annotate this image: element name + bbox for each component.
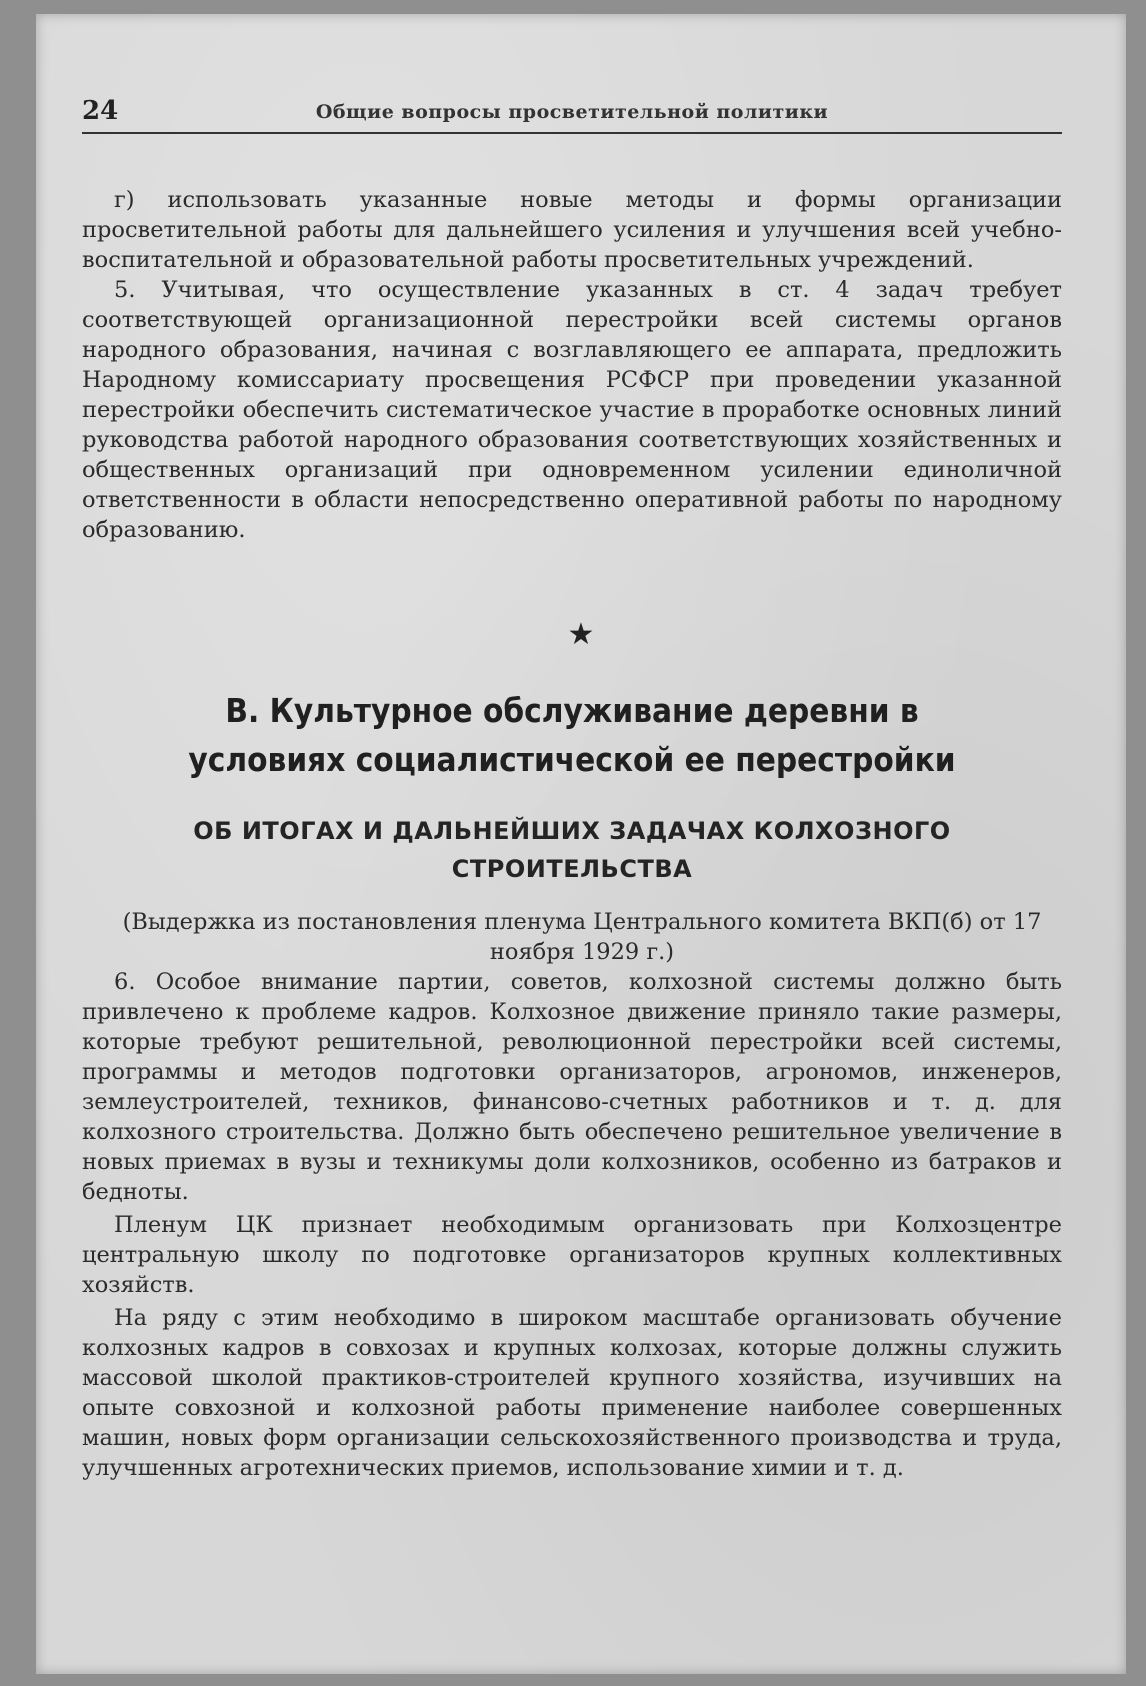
star-separator-icon: ★ — [567, 617, 595, 652]
running-title: Общие вопросы просветительной политики — [315, 101, 829, 123]
paragraph-plenum: Пленум ЦК признает необходимым организовать при Колхозцентре центральную школу по подготовке организаторов крупных коллективных хозяйств. — [82, 1212, 1062, 1298]
running-head — [82, 92, 1062, 134]
article-text-block — [82, 967, 1062, 1483]
top-text-block — [82, 185, 1062, 545]
section-heading: В. Культурное обслуживание деревни в условиях социалистической ее перестройки — [188, 691, 956, 779]
paragraph-g: г) использовать указанные новые методы и формы организации просветительной работы для дальнейшего усиления и улучшения всей учебно-воспитательной и образовательной работы просветительных учреждений. — [82, 187, 1062, 273]
article-subtitle: (Выдержка из постановления пленума Центрального комитета ВКП(б) от 17 ноября 1929 г.) — [122, 909, 1042, 965]
paragraph-training: На ряду с этим необходимо в широком масштабе организовать обучение колхозных кадров в совхозах и крупных колхозах, которые должны служить массовой школой практиков-строителей крупного хозяйства, изучивших на опыте совхозной и колхозной работы применение наиболее совершенных машин, новых форм организации сельскохозяйственного производства и труда, улучшенных агротехнических приемов, использование химии и т. д. — [82, 1305, 1062, 1481]
paragraph-5: 5. Учитывая, что осуществление указанных в ст. 4 задач требует соответствующей организационной перестройки всей системы органов народного образования, начиная с возглавляющего ее аппарата, предложить Народному комиссариату просвещения РСФСР при проведении указанной перестройки обеспечить систематическое участие в проработке основных линий руководства работой народного образования соответствующих хозяйственных и общественных организаций при одновременном усилении единоличной ответственности в области непосредственно оперативной работы по народному образованию. — [82, 277, 1062, 543]
page-number: 24 — [82, 96, 119, 126]
book-page — [36, 14, 1126, 1674]
article-title: ОБ ИТОГАХ И ДАЛЬНЕЙШИХ ЗАДАЧАХ КОЛХОЗНОГО СТРОИТЕЛЬСТВА — [193, 817, 951, 883]
paragraph-6: 6. Особое внимание партии, советов, колхозной системы должно быть привлечено к проблеме кадров. Колхозное движение приняло такие размеры, которые требуют решительной, революционной перестройки всей системы, программы и методов подготовки организаторов, агрономов, инженеров, землеустроителей, техников, финансово-счетных работников и т. д. для колхозного строительства. Должно быть обеспечено решительное увеличение в новых приемах в вузы и техникумы доли колхозников, особенно из батраков и бедноты. — [82, 969, 1062, 1205]
